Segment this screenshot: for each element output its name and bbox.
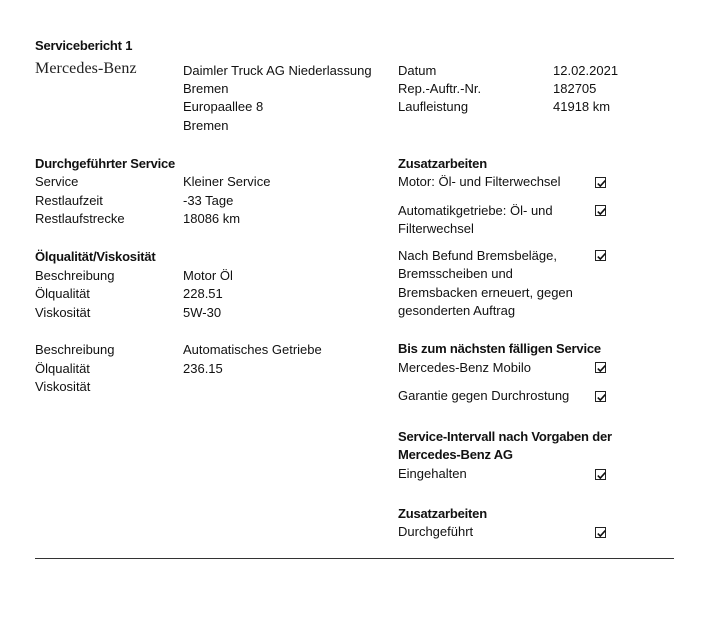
next-service-item-checkbox[interactable] [595,362,606,373]
zusatz2-item-label: Durchgeführt [398,524,474,539]
zusatz-item-label: Filterwechsel [398,221,474,236]
interval-item-checkbox[interactable] [595,469,606,480]
meta-label-mileage: Laufleistung [398,99,469,114]
zusatz-heading: Zusatzarbeiten [398,156,487,171]
dealer-line: Bremen [183,81,229,96]
zusatz-item-checkbox[interactable] [595,177,606,188]
oil2-description-label: Beschreibung [35,342,115,357]
meta-label-date: Datum [398,63,437,78]
checkmark-icon [596,206,607,217]
zusatz-item-label: Bremsscheiben und [398,266,513,281]
service-label: Service [35,174,79,189]
oil1-quality-label: Ölqualität [35,286,90,301]
footer-divider [35,558,674,559]
next-service-heading: Bis zum nächsten fälligen Service [398,341,601,356]
checkmark-icon [596,178,607,189]
service-value: Kleiner Service [183,174,271,189]
service-heading: Durchgeführter Service [35,156,176,171]
remaining-time-value: -33 Tage [183,193,234,208]
checkmark-icon [596,528,607,539]
meta-label-order: Rep.-Auftr.-Nr. [398,81,482,96]
oil1-quality-value: 228.51 [183,286,223,301]
zusatz-item-checkbox[interactable] [595,205,606,216]
oil-heading: Ölqualität/Viskosität [35,249,156,264]
next-service-item-checkbox[interactable] [595,391,606,402]
checkmark-icon [596,363,607,374]
oil1-description-label: Beschreibung [35,268,115,283]
remaining-distance-value: 18086 km [183,211,241,226]
interval-heading: Mercedes-Benz AG [398,447,513,462]
oil2-quality-value: 236.15 [183,361,223,376]
oil2-description-value: Automatisches Getriebe [183,342,322,357]
dealer-line: Europaallee 8 [183,99,264,114]
zusatz-item-label: gesonderten Auftrag [398,303,516,318]
meta-value-order: 182705 [553,81,597,96]
mercedes-benz-logo: Mercedes-Benz [35,60,137,77]
interval-item-label: Eingehalten [398,466,467,481]
meta-value-mileage: 41918 km [553,99,611,114]
remaining-distance-label: Restlaufstrecke [35,211,125,226]
zusatz-item-label: Bremsbacken erneuert, gegen [398,285,573,300]
next-service-item-label: Garantie gegen Durchrostung [398,388,570,403]
meta-value-date: 12.02.2021 [553,63,619,78]
oil1-viscosity-label: Viskosität [35,305,91,320]
checkmark-icon [596,392,607,403]
zusatz-item-label: Automatikgetriebe: Öl- und [398,203,553,218]
zusatz-item-label: Motor: Öl- und Filterwechsel [398,174,561,189]
checkmark-icon [596,251,607,262]
zusatz-item-checkbox[interactable] [595,250,606,261]
interval-heading: Service-Intervall nach Vorgaben der [398,429,612,444]
zusatz2-item-checkbox[interactable] [595,527,606,538]
remaining-time-label: Restlaufzeit [35,193,103,208]
oil2-quality-label: Ölqualität [35,361,90,376]
zusatz-item-label: Nach Befund Bremsbeläge, [398,248,557,263]
next-service-item-label: Mercedes-Benz Mobilo [398,360,531,375]
oil2-viscosity-label: Viskosität [35,379,91,394]
checkmark-icon [596,470,607,481]
dealer-line: Daimler Truck AG Niederlassung [183,63,372,78]
oil1-description-value: Motor Öl [183,268,233,283]
report-title: Servicebericht 1 [35,38,133,53]
dealer-line: Bremen [183,118,229,133]
zusatz2-heading: Zusatzarbeiten [398,506,487,521]
oil1-viscosity-value: 5W-30 [183,305,222,320]
